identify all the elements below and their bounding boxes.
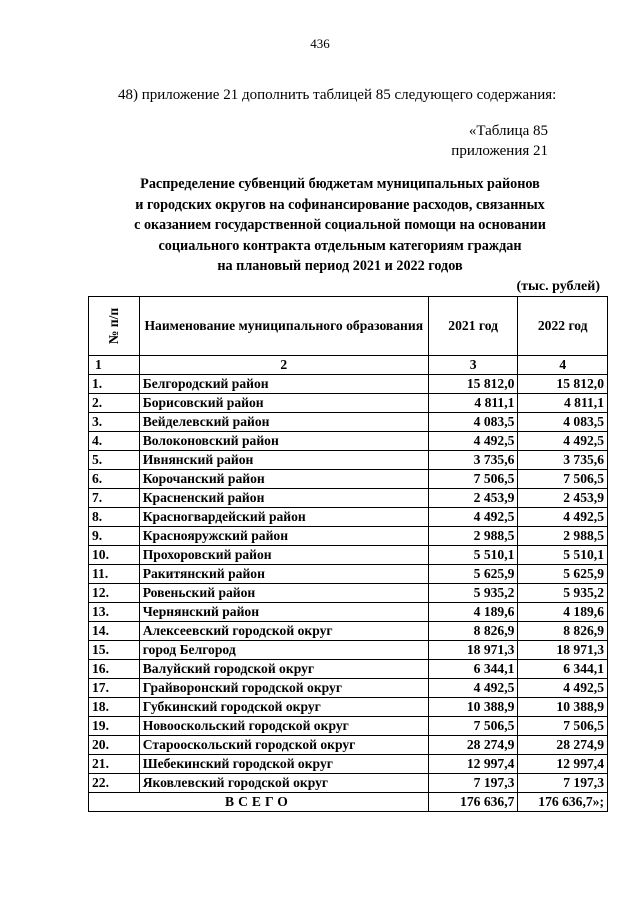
row-number: 11. — [89, 565, 140, 584]
row-value-2021: 2 453,9 — [428, 489, 518, 508]
row-value-2021: 18 971,3 — [428, 641, 518, 660]
row-number: 9. — [89, 527, 140, 546]
table-reference — [451, 121, 548, 161]
row-number: 19. — [89, 717, 140, 736]
row-value-2022: 3 735,6 — [518, 451, 608, 470]
table-row — [89, 394, 608, 413]
table-row — [89, 489, 608, 508]
row-number: 14. — [89, 622, 140, 641]
row-number: 15. — [89, 641, 140, 660]
header-num — [89, 297, 140, 356]
row-value-2021: 4 083,5 — [428, 413, 518, 432]
table-row — [89, 413, 608, 432]
row-value-2021: 7 197,3 — [428, 774, 518, 793]
row-name: город Белгород — [139, 641, 428, 660]
row-value-2022: 4 083,5 — [518, 413, 608, 432]
row-name: Прохоровский район — [139, 546, 428, 565]
table-row — [89, 451, 608, 470]
total-row — [89, 793, 608, 812]
row-value-2021: 5 625,9 — [428, 565, 518, 584]
row-value-2022: 7 506,5 — [518, 470, 608, 489]
row-value-2022: 12 997,4 — [518, 755, 608, 774]
row-name: Чернянский район — [139, 603, 428, 622]
row-value-2021: 4 189,6 — [428, 603, 518, 622]
row-name: Вейделевский район — [139, 413, 428, 432]
row-value-2021: 6 344,1 — [428, 660, 518, 679]
row-number: 20. — [89, 736, 140, 755]
row-value-2022: 5 510,1 — [518, 546, 608, 565]
header-name: Наименование муниципального образования — [139, 297, 428, 356]
row-name: Корочанский район — [139, 470, 428, 489]
row-number: 16. — [89, 660, 140, 679]
table-row — [89, 717, 608, 736]
row-value-2022: 8 826,9 — [518, 622, 608, 641]
title-line: Распределение субвенций бюджетам муниципальных районов — [140, 176, 540, 192]
row-number: 22. — [89, 774, 140, 793]
page-number: 436 — [310, 36, 330, 51]
row-value-2021: 5 935,2 — [428, 584, 518, 603]
row-name: Новооскольский городской округ — [139, 717, 428, 736]
table-row — [89, 584, 608, 603]
table-row — [89, 546, 608, 565]
row-value-2022: 2 453,9 — [518, 489, 608, 508]
table-row — [89, 603, 608, 622]
row-value-2022: 5 935,2 — [518, 584, 608, 603]
row-name: Борисовский район — [139, 394, 428, 413]
row-value-2021: 2 988,5 — [428, 527, 518, 546]
header-row — [89, 297, 608, 356]
row-value-2021: 12 997,4 — [428, 755, 518, 774]
row-value-2022: 4 492,5 — [518, 679, 608, 698]
row-name: Красненский район — [139, 489, 428, 508]
col-index-4: 4 — [518, 356, 608, 375]
row-number: 7. — [89, 489, 140, 508]
row-name: Валуйский городской округ — [139, 660, 428, 679]
table-ref-line-1: «Таблица 85 — [468, 123, 548, 139]
row-value-2021: 7 506,5 — [428, 717, 518, 736]
row-number: 13. — [89, 603, 140, 622]
title-line: и городских округов на софинансирование расходов, связанных — [135, 196, 545, 213]
row-value-2022: 28 274,9 — [518, 736, 608, 755]
row-value-2021: 4 492,5 — [428, 508, 518, 527]
row-value-2022: 6 344,1 — [518, 660, 608, 679]
column-index-row — [89, 356, 608, 375]
total-label: ВСЕГО — [89, 793, 429, 812]
table-row — [89, 470, 608, 489]
row-value-2022: 4 189,6 — [518, 603, 608, 622]
row-number: 10. — [89, 546, 140, 565]
row-number: 12. — [89, 584, 140, 603]
row-number: 21. — [89, 755, 140, 774]
row-name: Волоконовский район — [139, 432, 428, 451]
row-number: 17. — [89, 679, 140, 698]
col-index-3: 3 — [428, 356, 518, 375]
row-name: Шебекинский городской округ — [139, 755, 428, 774]
row-value-2022: 4 492,5 — [518, 508, 608, 527]
title-line: на плановый период 2021 и 2022 годов — [217, 258, 463, 274]
title-line: социального контракта отдельным категориям граждан — [158, 237, 522, 254]
row-name: Ивнянский район — [139, 451, 428, 470]
row-name: Яковлевский городской округ — [139, 774, 428, 793]
row-name: Ровеньский район — [139, 584, 428, 603]
row-value-2022: 10 388,9 — [518, 698, 608, 717]
subvention-table — [88, 296, 608, 812]
row-name: Красногвардейский район — [139, 508, 428, 527]
row-number: 2. — [89, 394, 140, 413]
row-value-2021: 4 492,5 — [428, 432, 518, 451]
table-row — [89, 641, 608, 660]
table-row — [89, 679, 608, 698]
row-value-2021: 8 826,9 — [428, 622, 518, 641]
table-row — [89, 565, 608, 584]
row-name: Ракитянский район — [139, 565, 428, 584]
row-number: 4. — [89, 432, 140, 451]
title-line: с оказанием государственной социальной помощи на основании — [134, 217, 546, 233]
row-value-2021: 5 510,1 — [428, 546, 518, 565]
total-2021: 176 636,7 — [428, 793, 518, 812]
row-value-2022: 15 812,0 — [518, 375, 608, 394]
row-value-2022: 4 492,5 — [518, 432, 608, 451]
row-value-2021: 4 811,1 — [428, 394, 518, 413]
row-value-2022: 7 197,3 — [518, 774, 608, 793]
table-row — [89, 622, 608, 641]
table-row — [89, 755, 608, 774]
table-row — [89, 660, 608, 679]
row-name: Губкинский городской округ — [139, 698, 428, 717]
total-2022: 176 636,7»; — [518, 793, 608, 812]
row-number: 6. — [89, 470, 140, 489]
units-label: (тыс. рублей) — [516, 279, 600, 294]
table-body — [89, 356, 608, 793]
row-number: 3. — [89, 413, 140, 432]
row-value-2021: 15 812,0 — [428, 375, 518, 394]
table-row — [89, 774, 608, 793]
table-row — [89, 375, 608, 394]
row-value-2021: 7 506,5 — [428, 470, 518, 489]
table-row — [89, 527, 608, 546]
row-number: 1. — [89, 375, 140, 394]
table-ref-line-2: приложения 21 — [451, 143, 548, 159]
row-name: Краснояружский район — [139, 527, 428, 546]
header-2022: 2022 год — [518, 297, 608, 356]
col-index-1: 1 — [89, 356, 140, 375]
table-row — [89, 736, 608, 755]
row-name: Старооскольский городской округ — [139, 736, 428, 755]
table-row — [89, 698, 608, 717]
row-value-2021: 28 274,9 — [428, 736, 518, 755]
row-name: Грайворонский городской округ — [139, 679, 428, 698]
header-num-label: № п/п — [105, 307, 121, 345]
header-2021: 2021 год — [428, 297, 518, 356]
row-number: 18. — [89, 698, 140, 717]
row-value-2021: 4 492,5 — [428, 679, 518, 698]
row-value-2022: 7 506,5 — [518, 717, 608, 736]
table-row — [89, 432, 608, 451]
table-row — [89, 508, 608, 527]
document-title — [100, 174, 580, 277]
row-name: Алексеевский городской округ — [139, 622, 428, 641]
row-value-2022: 18 971,3 — [518, 641, 608, 660]
row-value-2022: 5 625,9 — [518, 565, 608, 584]
row-number: 8. — [89, 508, 140, 527]
row-number: 5. — [89, 451, 140, 470]
row-name: Белгородский район — [139, 375, 428, 394]
col-index-2: 2 — [139, 356, 428, 375]
intro-text: 48) приложение 21 дополнить таблицей 85 следующего содержания: — [118, 87, 557, 103]
row-value-2021: 3 735,6 — [428, 451, 518, 470]
row-value-2022: 4 811,1 — [518, 394, 608, 413]
row-value-2021: 10 388,9 — [428, 698, 518, 717]
row-value-2022: 2 988,5 — [518, 527, 608, 546]
